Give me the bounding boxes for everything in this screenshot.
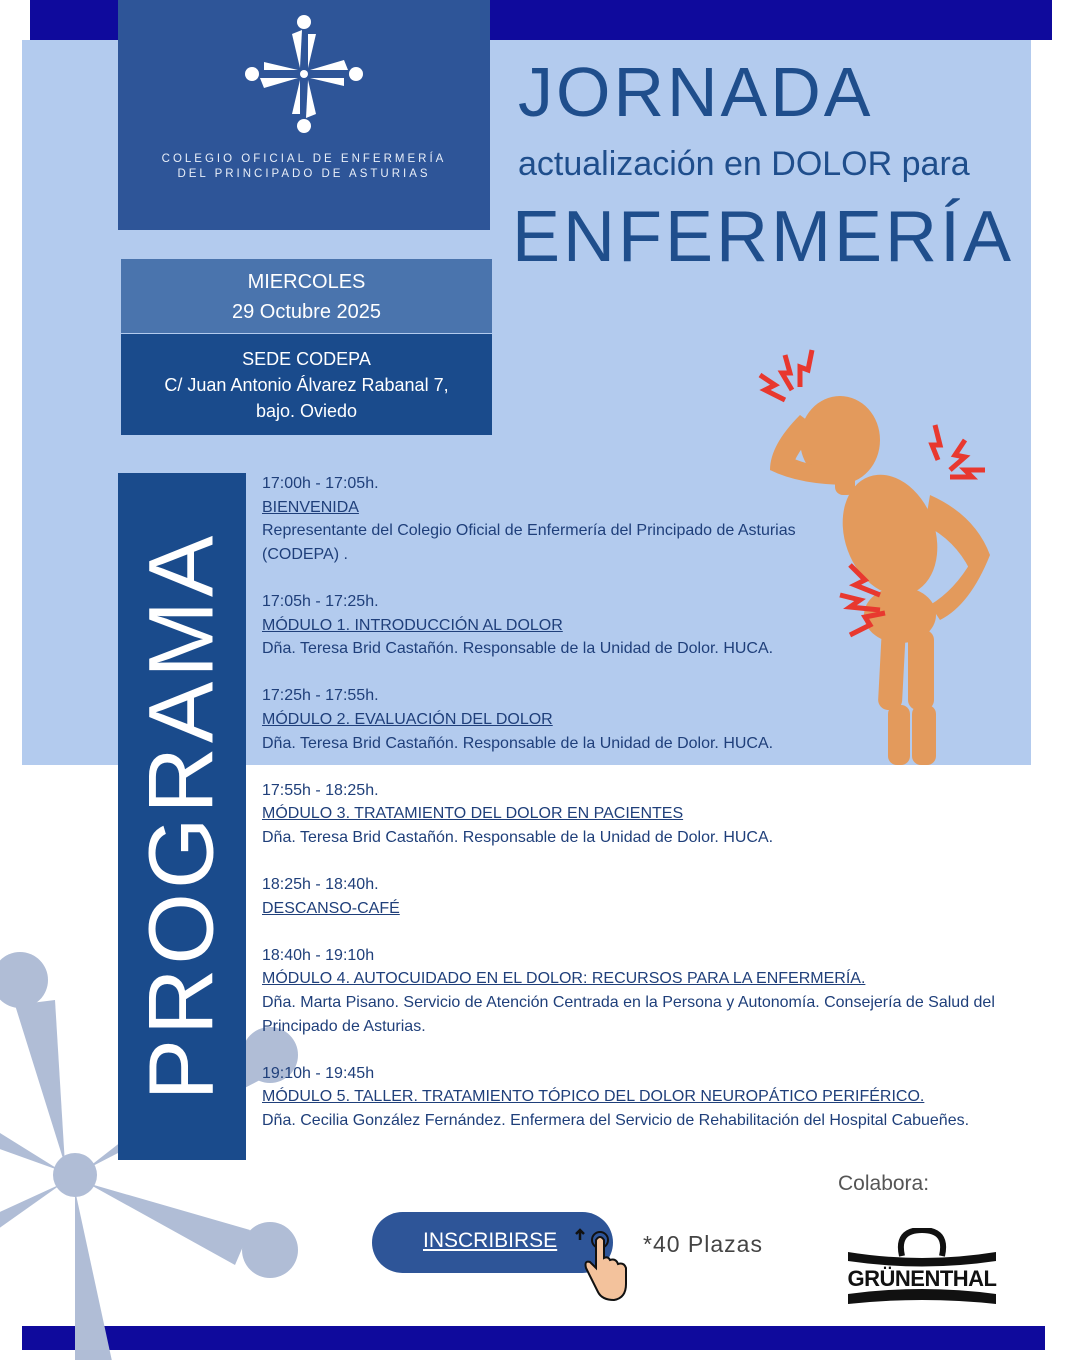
schedule-list: [262, 472, 1002, 1156]
schedule-item: [262, 779, 1002, 850]
event-venue-box: [121, 334, 492, 435]
schedule-item: [262, 590, 1002, 661]
event-venue: SEDE CODEPA: [242, 349, 371, 369]
schedule-title-link[interactable]: MÓDULO 4. AUTOCUIDADO EN EL DOLOR: RECURSOS PARA LA ENFERMERÍA.: [262, 970, 866, 988]
schedule-time: 17:55h - 18:25h.: [262, 781, 379, 799]
schedule-item: [262, 1062, 1002, 1133]
event-date: 29 Octubre 2025: [232, 301, 381, 323]
event-address-line2: bajo. Oviedo: [255, 401, 358, 421]
schedule-description: Dña. Teresa Brid Castañón. Responsable de la Unidad de Dolor. HUCA.: [262, 734, 774, 752]
schedule-title-link[interactable]: DESCANSO-CAFÉ: [262, 899, 400, 917]
schedule-description: Dña. Teresa Brid Castañón. Responsable de la Unidad de Dolor. HUCA.: [262, 640, 774, 658]
event-date-box: [121, 259, 492, 333]
places-count: *40 Plazas: [643, 1231, 763, 1257]
title-subtitle: actualización en DOLOR para: [518, 145, 970, 183]
pointing-hand-cursor-icon: [574, 1228, 630, 1304]
schedule-item: [262, 944, 1002, 1038]
schedule-title-link[interactable]: MÓDULO 5. TALLER. TRATAMIENTO TÓPICO DEL DOLOR NEUROPÁTICO PERIFÉRICO.: [262, 1088, 925, 1106]
schedule-time: 18:40h - 19:10h: [262, 946, 375, 964]
schedule-title-link[interactable]: MÓDULO 2. EVALUACIÓN DEL DOLOR: [262, 710, 553, 728]
programa-sidebar: [118, 473, 246, 1160]
organization-name-line1: COLEGIO OFICIAL DE ENFERMERÍA: [161, 153, 447, 165]
schedule-time: 19:10h - 19:45h: [262, 1064, 375, 1082]
schedule-item: [262, 472, 1002, 566]
organization-name-line2: DEL PRINCIPADO DE ASTURIAS: [177, 168, 431, 180]
event-day: MIERCOLES: [247, 271, 366, 293]
schedule-title-link[interactable]: MÓDULO 3. TRATAMIENTO DEL DOLOR EN PACIENTES: [262, 805, 684, 823]
sponsor-logo-grunenthal: [846, 1228, 998, 1308]
title-enfermeria: ENFERMERÍA: [512, 197, 1015, 277]
schedule-time: 18:25h - 18:40h.: [262, 876, 379, 894]
collaborates-label: Colabora:: [838, 1172, 930, 1195]
schedule-title-link[interactable]: BIENVENIDA: [262, 498, 359, 516]
schedule-description: Dña. Cecilia González Fernández. Enfermera del Servicio de Rehabilitación del Hospital Cabueñes.: [262, 1112, 970, 1130]
schedule-time: 17:05h - 17:25h.: [262, 592, 379, 610]
sponsor-name: GRÜNENTHAL: [847, 1266, 997, 1291]
schedule-description: Dña. Marta Pisano. Servicio de Atención Centrada en la Persona y Autonomía. Consejería de Salud del Principado de Asturias.: [262, 994, 995, 1035]
schedule-title-link[interactable]: MÓDULO 1. INTRODUCCIÓN AL DOLOR: [262, 616, 563, 634]
schedule-item: [262, 873, 1002, 920]
organization-logo-icon: [244, 14, 364, 134]
organization-logo-box: [118, 0, 490, 230]
schedule-time: 17:25h - 17:55h.: [262, 687, 379, 705]
schedule-time: 17:00h - 17:05h.: [262, 475, 379, 492]
event-address-line1: C/ Juan Antonio Álvarez Rabanal 7,: [164, 375, 449, 395]
schedule-item: [262, 684, 1002, 755]
title-jornada: JORNADA: [518, 53, 874, 131]
programa-label: PROGRAMA: [130, 531, 233, 1101]
schedule-description: Dña. Teresa Brid Castañón. Responsable de la Unidad de Dolor. HUCA.: [262, 828, 774, 846]
signup-button-label: INSCRIBIRSE: [423, 1229, 558, 1252]
schedule-description: Representante del Colegio Oficial de Enfermería del Principado de Asturias (CODEPA) .: [262, 522, 796, 563]
